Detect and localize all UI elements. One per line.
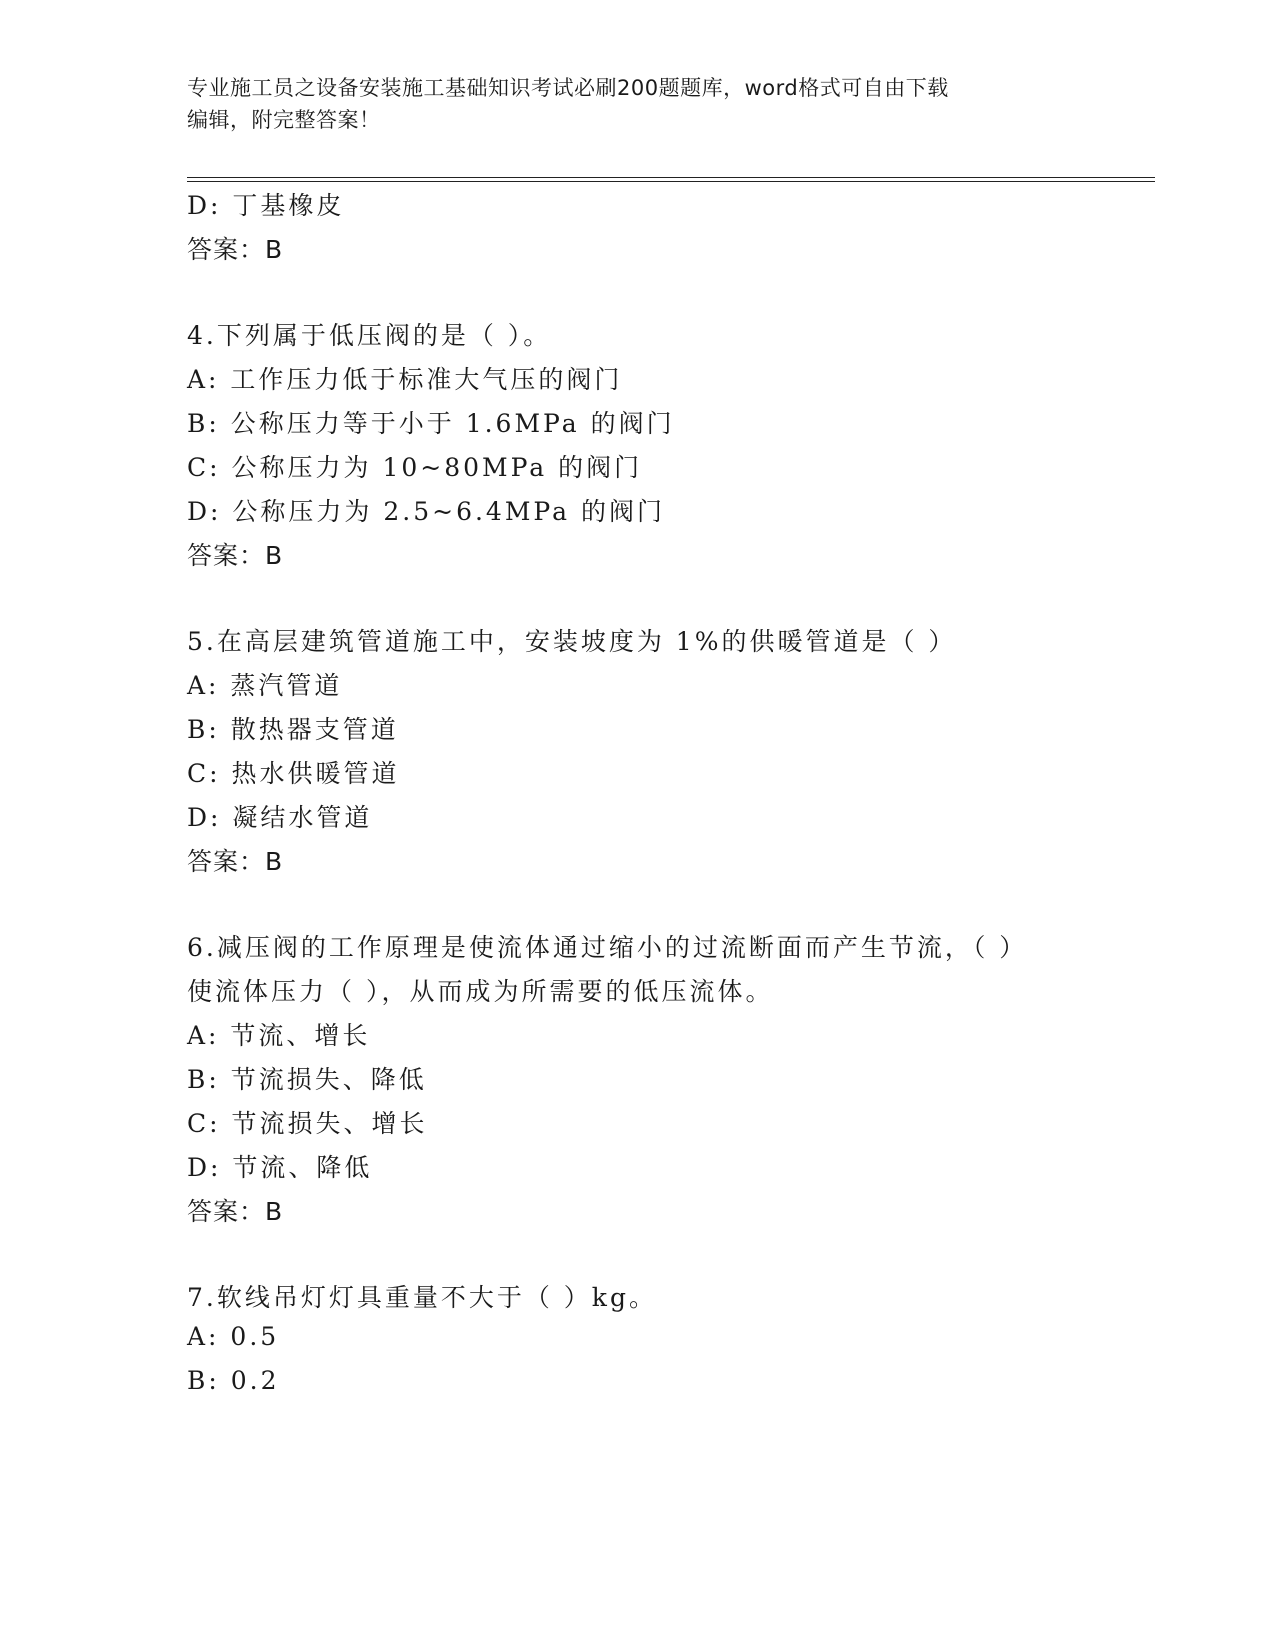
q4-option-d: D: 公称压力为 2.5~6.4MPa 的阀门 [187, 497, 665, 526]
q6-option-c: C: 节流损失、增长 [187, 1109, 428, 1138]
q3-answer: 答案：B [187, 235, 284, 264]
q6-question-line-2: 使流体压力（ ），从而成为所需要的低压流体。 [187, 977, 774, 1006]
q6-option-a: A: 节流、增长 [187, 1021, 371, 1050]
q4-option-a: A: 工作压力低于标准大气压的阀门 [187, 365, 623, 394]
q4-question: 4.下列属于低压阀的是（ ）。 [187, 321, 552, 350]
q4-option-b: B: 公称压力等于小于 1.6MPa 的阀门 [187, 409, 675, 438]
q6-answer: 答案：B [187, 1197, 284, 1226]
q5-option-b: B: 散热器支管道 [187, 715, 399, 744]
q5-option-d: D: 凝结水管道 [187, 803, 373, 832]
q3-option-d: D: 丁基橡皮 [187, 191, 345, 220]
q5-answer: 答案：B [187, 847, 284, 876]
q6-option-b: B: 节流损失、降低 [187, 1065, 427, 1094]
document-header [187, 72, 1087, 136]
q5-option-c: C: 热水供暖管道 [187, 759, 400, 788]
q7-question: 7.软线吊灯灯具重量不大于（ ）kg。 [187, 1283, 657, 1312]
q4-answer: 答案：B [187, 541, 284, 570]
header-divider-bottom [187, 181, 1155, 182]
header-line-1: 专业施工员之设备安装施工基础知识考试必刷200题题库，word格式可自由下载 [187, 76, 949, 100]
q6-question-line-1: 6.减压阀的工作原理是使流体通过缩小的过流断面而产生节流，（ ） [187, 933, 1028, 962]
header-line-2: 编辑，附完整答案！ [187, 108, 381, 132]
q7-option-a: A: 0.5 [187, 1322, 280, 1351]
q5-question: 5.在高层建筑管道施工中，安装坡度为 1%的供暖管道是（ ） [187, 627, 957, 656]
q4-option-c: C: 公称压力为 10~80MPa 的阀门 [187, 453, 643, 482]
q6-option-d: D: 节流、降低 [187, 1153, 373, 1182]
q5-option-a: A: 蒸汽管道 [187, 671, 343, 700]
header-divider-top [187, 177, 1155, 178]
q7-option-b: B: 0.2 [187, 1366, 280, 1395]
